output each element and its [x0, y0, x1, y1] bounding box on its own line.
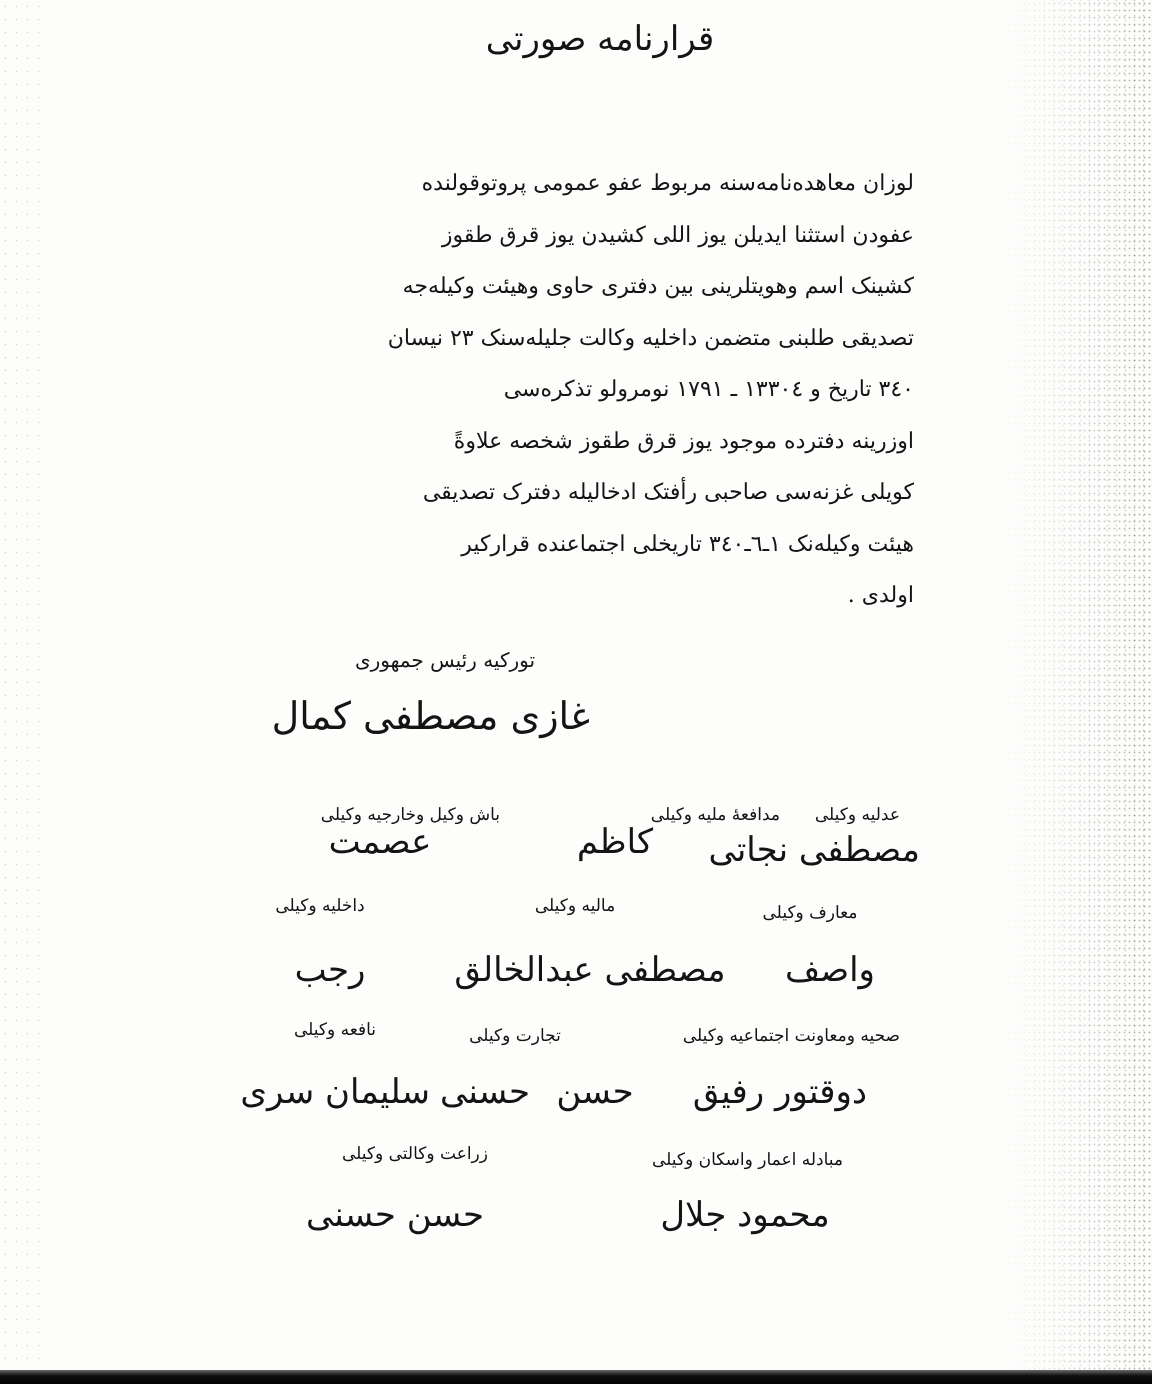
minister-role: مدافعهٔ ملیه وکیلی	[650, 805, 780, 825]
body-line: هیئت وکیله‌نک ۱ـ٦ـ۳٤۰ تاریخلی اجتماعنده قرارکیر	[461, 531, 914, 557]
minister-signature-name: رجب	[294, 950, 366, 990]
minister-signature-name: محمود جلال	[660, 1195, 830, 1235]
minister-role: مالیه وکیلی	[534, 896, 616, 916]
body-line: عفودن استثنا ایدیلن یوز اللی کشیدن یوز قرق طقوز	[441, 222, 914, 248]
minister-role: داخلیه وکیلی	[275, 896, 365, 916]
minister-role: مبادله اعمار واسکان وکیلی	[651, 1150, 844, 1170]
minister-signature-name: مصطفی نجاتی	[708, 830, 920, 870]
minister-signature-name: حسن حسنی	[306, 1195, 484, 1235]
body-line: لوزان معاهده‌نامه‌سنه مربوط عفو عمومی پروتوقولنده	[421, 171, 914, 196]
scan-bottom-edge	[0, 1370, 1152, 1384]
body-line: تصدیقی طلبنی متضمن داخلیه وکالت جلیله‌سنک ۲۳ نیسان	[387, 325, 914, 351]
minister-role: عدلیه وکیلی	[814, 805, 900, 825]
minister-signature-name: مصطفی عبدالخالق	[454, 950, 726, 990]
decree-body	[262, 158, 914, 622]
minister-role: زراعت وکالتی وکیلی	[342, 1144, 488, 1164]
minister-role: تجارت وکیلی	[469, 1026, 561, 1046]
minister-signature-name: حسن	[556, 1072, 634, 1112]
minister-role: باش وکیل وخارجیه وکیلی	[320, 805, 500, 825]
president-title: تورکیه رئیس جمهوری	[354, 648, 536, 672]
minister-role: نافعه وکیلی	[294, 1020, 376, 1040]
president-signature-name: غازی مصطفی کمال	[271, 694, 590, 738]
minister-signature-name: عصمت	[328, 822, 432, 862]
body-line: اولدی .	[847, 583, 914, 608]
minister-signature-name: واصف	[785, 950, 875, 990]
minister-role: صحیه ومعاونت اجتماعیه وکیلی	[682, 1026, 900, 1046]
body-line: ۳٤۰ تاریخ و ۱۳۳۰٤ ـ ۱۷۹۱ نومرولو تذکره‌سی	[503, 377, 914, 402]
scan-noise-left	[0, 0, 40, 1384]
minister-signature-name: دوقتور رفیق	[692, 1072, 868, 1112]
document-title: قرارنامه صورتی	[485, 19, 715, 59]
body-line: کویلی غزنه‌سی صاحبی رأفتک ادخالیله دفترک تصدیقی	[422, 480, 914, 505]
minister-role: معارف وکیلی	[762, 903, 858, 923]
minister-signature-name: حسنی	[440, 1072, 530, 1112]
minister-signature-name: سلیمان سری	[240, 1072, 430, 1112]
body-line: کشینک اسم وهویتلرینی بین دفتری حاوی وهیئت وکیله‌جه	[402, 274, 914, 299]
minister-signature-name: کاظم	[576, 822, 654, 862]
scan-noise-right	[1002, 0, 1152, 1384]
body-line: اوزرینه دفترده موجود یوز قرق طقوز شخصه علاوةً	[453, 428, 914, 454]
